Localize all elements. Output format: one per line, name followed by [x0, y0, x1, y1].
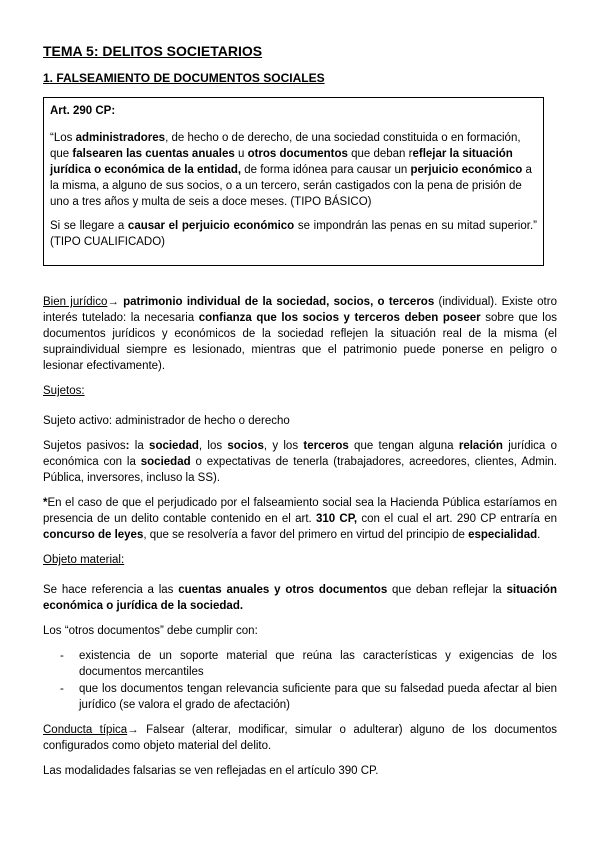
requirements-list [43, 648, 557, 713]
objeto-paragraph: Se hace referencia a las cuentas anuales y otros documentos que deban reflejar la situación económica o jurídica de la sociedad. [43, 584, 557, 612]
sujetos-heading: Sujetos: [43, 385, 85, 397]
article-paragraph-qualified: Si se llegare a causar el perjuicio económico se impondrán las penas en su mitad superior.” (TIPO CUALIFICADO) [50, 220, 537, 248]
section-title: 1. FALSEAMIENTO DE DOCUMENTOS SOCIALES [43, 71, 325, 85]
list-item: - existencia de un soporte material que reúna las características y exigencias de los documentos mercantiles [60, 650, 557, 678]
conducta-paragraph: Conducta típica→ Falsear (alterar, modificar, simular o adulterar) alguno de los documentos configurados como objeto material del delito. [43, 724, 557, 752]
objeto-heading: Objeto material: [43, 554, 125, 566]
list-item: - que los documentos tengan relevancia suficiente para que su falsedad pueda afectar al bien jurídico (se valora el grado de afectación) [60, 683, 557, 711]
bien-juridico-paragraph: Bien jurídico→ patrimonio individual de la sociedad, socios, o terceros (individual). Existe otro interés tutelado: la necesaria confianza que los socios y terceros deben poseer sobre que los documentos jurídicos y económicos de la sociedad reflejen la situación real de la misma (el supraindividual siempre es lesionado, mientras que el patrimonio puede ponerse en peligro o lesionar efectivamente). [43, 296, 557, 372]
otros-documentos-intro: Los “otros documentos” debe cumplir con: [43, 625, 258, 637]
modalidades-paragraph: Las modalidades falsarias se ven reflejadas en el artículo 390 CP. [43, 765, 379, 777]
dash-bullet: - [60, 650, 64, 662]
sujeto-activo-paragraph: Sujeto activo: administrador de hecho o derecho [43, 415, 290, 427]
article-paragraph-basic: “Los administradores, de hecho o de derecho, de una sociedad constituida o en formación, que falsearen las cuentas anuales u otros documentos que deban reflejar la situación jurídica o económica de la entidad, de forma idónea para causar un perjuicio económico a la misma, a alguno de sus socios, o a un tercero, serán castigados con la pena de prisión de uno a tres años y multa de seis a doce meses. (TIPO BÁSICO) [50, 132, 532, 208]
document-body [43, 294, 557, 788]
page-title: TEMA 5: DELITOS SOCIETARIOS [43, 43, 263, 59]
dash-bullet: - [60, 683, 64, 695]
article-290-box [43, 97, 544, 266]
sujetos-pasivos-paragraph: Sujetos pasivos: la sociedad, los socios, y los terceros que tengan alguna relación jurídica o económica con la sociedad o expectativas de tenerla (trabajadores, acreedores, clientes, Admin. Pública, inversores, incluso la SS). [43, 440, 558, 484]
hacienda-note-paragraph: *En el caso de que el perjudicado por el falseamiento social sea la Hacienda Pública estaríamos en presencia de un delito contable contenido en el art. 310 CP, con el cual el art. 290 CP entraría en concurso de leyes, que se resolvería a favor del primero en virtud del principio de especialidad. [43, 497, 557, 541]
article-label: Art. 290 CP: [50, 105, 116, 117]
